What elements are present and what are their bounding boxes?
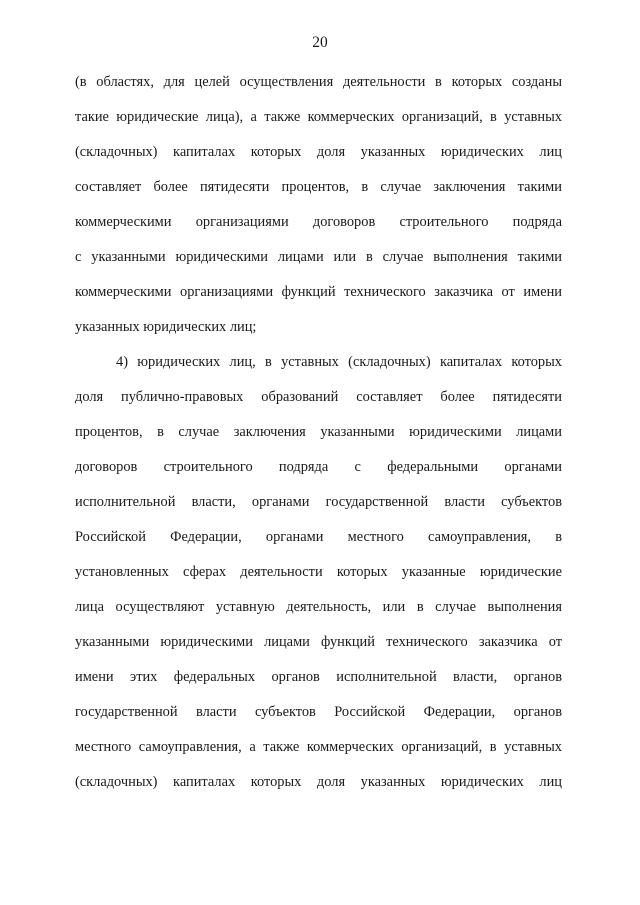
text-line: государственной власти субъектов Российской Федерации, органов bbox=[75, 704, 562, 720]
text-line: такие юридические лица), а также коммерческих организаций, в уставных bbox=[75, 109, 562, 125]
text-line: лица осуществляют уставную деятельность, или в случае выполнения bbox=[75, 599, 562, 615]
text-line: исполнительной власти, органами государственной власти субъектов bbox=[75, 494, 562, 510]
text-line: имени этих федеральных органов исполнительной власти, органов bbox=[75, 669, 562, 685]
text-line: установленных сферах деятельности которых указанные юридические bbox=[75, 564, 562, 580]
text-line: коммерческими организациями договоров строительного подряда bbox=[75, 214, 562, 230]
text-line: с указанными юридическими лицами или в случае выполнения такими bbox=[75, 249, 562, 265]
text-line: коммерческими организациями функций технического заказчика от имени bbox=[75, 284, 562, 300]
text-line: (складочных) капиталах которых доля указанных юридических лиц bbox=[75, 144, 562, 160]
text-line: доля публично-правовых образований составляет более пятидесяти bbox=[75, 389, 562, 405]
text-line: договоров строительного подряда с федеральными органами bbox=[75, 459, 562, 475]
text-line: процентов, в случае заключения указанными юридическими лицами bbox=[75, 424, 562, 440]
text-line: указанными юридическими лицами функций технического заказчика от bbox=[75, 634, 562, 650]
text-line: (в областях, для целей осуществления деятельности в которых созданы bbox=[75, 74, 562, 90]
text-line: местного самоуправления, а также коммерческих организаций, в уставных bbox=[75, 739, 562, 755]
text-line: составляет более пятидесяти процентов, в случае заключения такими bbox=[75, 179, 562, 195]
text-line: (складочных) капиталах которых доля указанных юридических лиц bbox=[75, 774, 562, 790]
text-line: Российской Федерации, органами местного самоуправления, в bbox=[75, 529, 562, 545]
paragraph-first-line: 4) юридических лиц, в уставных (складочных) капиталах которых bbox=[116, 354, 562, 370]
text-line: указанных юридических лиц; bbox=[75, 319, 257, 335]
page-number: 20 bbox=[312, 34, 328, 51]
